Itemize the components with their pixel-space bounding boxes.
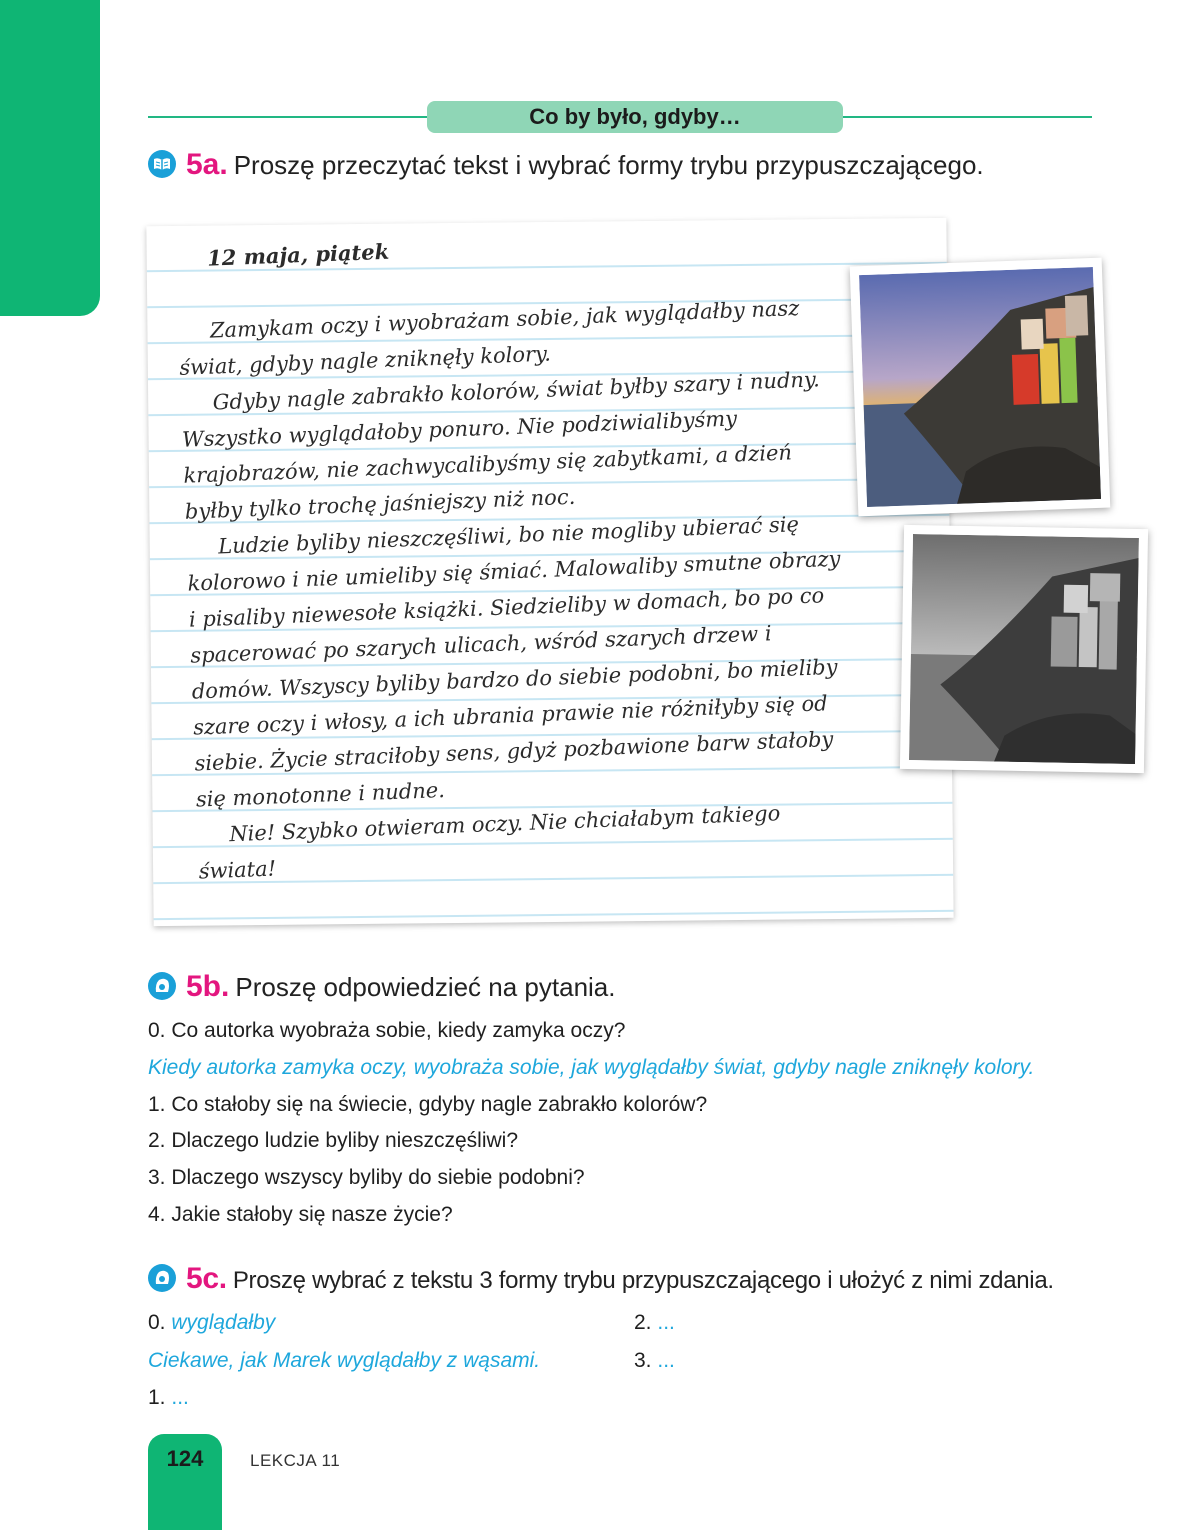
exercise-instruction: Proszę odpowiedzieć na pytania.	[235, 972, 616, 1002]
question-4: 4. Jakie stałoby się nasze życie?	[148, 1203, 453, 1226]
exercise-5b-heading	[148, 970, 615, 1004]
diary-paragraph: Zamykam oczy i wyobrażam sobie, jak wyglądałby nasz świat, gdyby nagle zniknęły kolory.	[178, 295, 800, 380]
page-number: 124	[166, 1446, 204, 1471]
item-2	[634, 1311, 675, 1335]
title-rule-left	[148, 116, 428, 118]
question-0: 0. Co autorka wyobraża sobie, kiedy zamyka oczy?	[148, 1019, 626, 1042]
diary-paragraph: Ludzie byliby nieszczęśliwi, bo nie mogliby ubierać się kolorowo i nie umieliby się śmiać. Malowaliby smutne obrazy i pisaliby niewesołe książki. Siedzieliby w domach, bo po co spacerować po szarych ulicach, wśród szarych drzew i domów. Wszyscy byliby bardzo do siebie podobni, bo mieliby szare oczy i włosy, a ich ubrania prawie nie różniłyby się od siebie. Życie straciłoby sens, gdyż pozbawione barw stałoby się monotonne i nudne.	[187, 512, 841, 812]
exercise-5a-heading	[148, 148, 984, 182]
exercise-number: 5b.	[186, 970, 230, 1003]
exercise-number: 5a.	[186, 148, 228, 181]
book-icon	[148, 150, 176, 178]
diary-paragraph: Gdyby nagle zabrakło kolorów, świat byłby szary i nudny. Wszystko wyglądałoby ponuro. Nie podziwialibyśmy krajobrazów, nie zachwycalibyśmy się zabytkami, a dzień byłby tylko trochę jaśniejszy niż noc.	[181, 367, 821, 524]
section-title: Co by było, gdyby…	[427, 101, 843, 133]
title-rule-right	[842, 116, 1092, 118]
speaking-head-icon	[148, 972, 176, 1000]
question-1: 1. Co stałoby się na świecie, gdyby nagle zabrakło kolorów?	[148, 1093, 708, 1116]
grayscale-coastal-photo	[900, 525, 1148, 773]
question-2: 2. Dlaczego ludzie byliby nieszczęśliwi?	[148, 1129, 519, 1152]
item-1	[148, 1386, 189, 1410]
diary-paragraph: Nie! Szybko otwieram oczy. Nie chciałabym takiego świata!	[198, 801, 781, 884]
item-label: 1.	[148, 1386, 166, 1409]
item-3	[634, 1349, 675, 1373]
item-0	[148, 1311, 275, 1335]
answer-blank[interactable]: ...	[171, 1386, 189, 1409]
answer-blank[interactable]: ...	[657, 1349, 675, 1372]
item-0-sentence: Ciekawe, jak Marek wyglądałby z wąsami.	[148, 1349, 541, 1372]
side-color-tab	[0, 0, 100, 316]
item-word: wyglądałby	[171, 1311, 276, 1334]
item-label: 3.	[634, 1349, 652, 1372]
diary-date: 12 maja, piątek	[206, 238, 390, 271]
speaking-head-icon	[148, 1264, 176, 1292]
exercise-5c-heading	[148, 1262, 1054, 1296]
question-3: 3. Dlaczego wszyscy byliby do siebie podobni?	[148, 1166, 585, 1189]
item-label: 0.	[148, 1311, 166, 1334]
color-coastal-photo	[850, 258, 1111, 517]
sample-answer-0: Kiedy autorka zamyka oczy, wyobraża sobie, jak wyglądałby świat, gdyby nagle zniknęły kolory.	[148, 1056, 1035, 1079]
exercise-instruction: Proszę wybrać z tekstu 3 formy trybu przypuszczającego i ułożyć z nimi zdania.	[232, 1267, 1054, 1294]
answer-blank[interactable]: ...	[657, 1311, 675, 1334]
exercise-number: 5c.	[186, 1262, 227, 1295]
item-label: 2.	[634, 1311, 652, 1334]
lesson-label: LEKCJA 11	[250, 1451, 341, 1470]
exercise-instruction: Proszę przeczytać tekst i wybrać formy trybu przypuszczającego.	[233, 150, 984, 180]
diary-text	[175, 217, 859, 890]
diary-notebook-page	[146, 218, 953, 926]
